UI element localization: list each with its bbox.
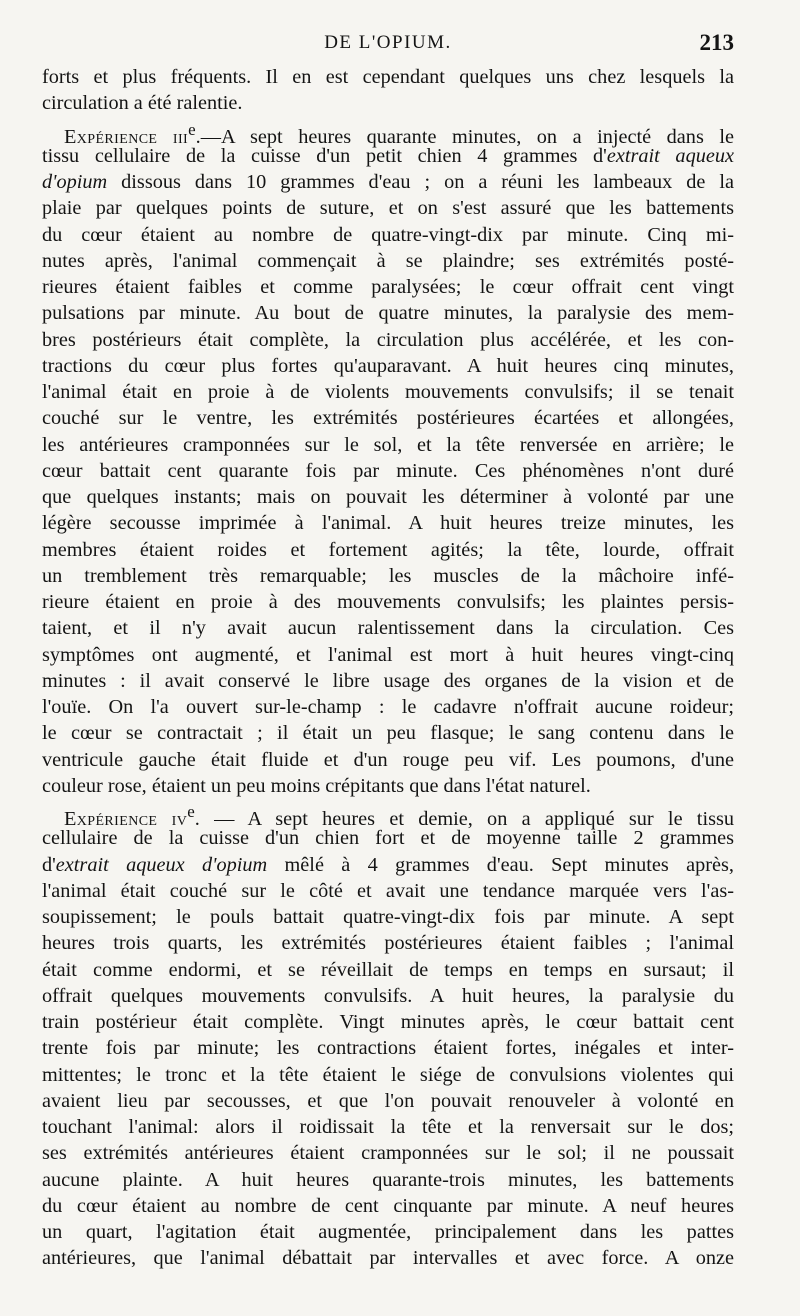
mixed-text-line — [42, 852, 734, 878]
experiment-number-dot: . — [195, 125, 201, 148]
experiment-number-suffix: e — [188, 119, 196, 139]
text-line: minutes : il avait conservé le libre usage des organes de la vision et de — [42, 669, 734, 692]
mixed-text-line — [42, 169, 734, 195]
page-number: 213 — [699, 30, 734, 55]
italic-term: extrait aqueux d'opium — [55, 853, 268, 876]
text-line: taient, et il n'y avait aucun ralentissement dans la circulation. Ces — [42, 617, 734, 640]
text-line: ventricule gauche était fluide et d'un rouge peu vif. Les poumons, d'une — [42, 748, 734, 771]
body-text — [42, 64, 734, 1272]
italic-term: extrait aqueux — [606, 144, 734, 167]
text-line: dissous dans 10 grammes d'eau ; on a réuni les lambeaux de la — [121, 171, 734, 193]
text-prefix: d' — [42, 853, 56, 876]
text-line: symptômes ont augmenté, et l'animal est mort à huit heures vingt-cinq — [42, 643, 734, 666]
experiment-number: iv — [171, 807, 188, 830]
text-line: cellulaire de la cuisse d'un chien fort et de moyenne taille 2 grammes — [42, 827, 734, 850]
text-line: l'animal était couché sur le côté et avait une tendance marquée vers l'as- — [42, 879, 734, 902]
text-line: le cœur se contractait ; il était un peu flasque; le sang contenu dans le — [42, 722, 734, 745]
text-line: ses extrémités antérieures étaient cramponnées sur le sol; il ne poussait — [42, 1142, 734, 1165]
running-head — [42, 30, 734, 62]
text-line: soupissement; le pouls battait quatre-vingt-dix fois par minute. A sept — [42, 906, 734, 928]
text-line: mêlé à 4 grammes d'eau. Sept minutes après, — [284, 853, 734, 876]
text-line: — A sept heures et demie, on a appliqué sur le tissu — [214, 807, 735, 830]
text-line: un tremblement très remarquable; les muscles de la mâchoire infé- — [42, 564, 734, 587]
text-line: que quelques instants; mais on pouvait les déterminer à volonté par une — [42, 486, 734, 508]
text-line: antérieures, que l'animal débattait par intervalles et avec force. A onze — [42, 1247, 734, 1270]
text-line: membres étaient roides et fortement agités; la tête, lourde, offrait — [42, 538, 734, 561]
text-line: aucune plainte. A huit heures quarante-trois minutes, les battements — [42, 1168, 734, 1191]
italic-term: d'opium — [42, 171, 108, 193]
text-line: mittentes; le tronc et la tête étaient le siége de convulsions violentes qui — [42, 1063, 734, 1086]
text-line: tissu cellulaire de la cuisse d'un petit chien 4 grammes d' — [42, 144, 607, 167]
text-line: couleur rose, étaient un peu moins crépitants que dans l'état naturel. — [42, 774, 591, 797]
text-line: l'ouïe. On l'a ouvert sur-le-champ : le cadavre n'offrait aucune roideur; — [42, 696, 734, 718]
experiment-number-suffix: e — [187, 802, 195, 821]
text-line: rieures étaient faibles et comme paralysées; le cœur offrait cent vingt — [42, 276, 734, 298]
experiment-heading-line — [42, 117, 734, 148]
experiment-label: Expérience — [64, 807, 158, 830]
text-line: les antérieures cramponnées sur le sol, et la tête renversée en arrière; le — [42, 433, 734, 456]
page-title: DE L'OPIUM. — [324, 32, 452, 53]
text-line: heures trois quarts, les extrémités postérieures étaient faibles ; l'animal — [42, 932, 734, 955]
text-line: train postérieur était complète. Vingt minutes après, le cœur battait cent — [42, 1011, 734, 1033]
mixed-text-line — [42, 143, 734, 169]
text-line: forts et plus fréquents. Il en est cependant quelques uns chez lesquels la — [42, 66, 734, 88]
text-line: l'animal était en proie à de violents mouvements convulsifs; il se tenait — [42, 381, 734, 403]
text-line: —A sept heures quarante minutes, on a injecté dans le — [200, 125, 734, 148]
experiment-number-dot: . — [194, 807, 200, 830]
experiment-heading-line — [42, 799, 735, 830]
text-line: nutes après, l'animal commençait à se plaindre; ses extrémités posté- — [42, 249, 734, 272]
text-line: plaie par quelques points de suture, et on s'est assuré que les battements — [42, 197, 734, 220]
text-line: offrait quelques mouvements convulsifs. A huit heures, la paralysie du — [42, 984, 734, 1007]
text-line: trente fois par minute; les contractions étaient fortes, inégales et inter- — [42, 1037, 734, 1060]
text-line: avaient lieu par secousses, et que l'on pouvait renouveler à volonté en — [42, 1089, 734, 1112]
text-line: légère secousse imprimée à l'animal. A huit heures treize minutes, les — [42, 512, 734, 535]
experiment-number: iii — [172, 125, 189, 148]
text-line: était comme endormi, et se réveillait de temps en temps en sursaut; il — [42, 958, 734, 981]
text-line: circulation a été ralentie. — [42, 92, 243, 115]
text-line: pulsations par minute. Au bout de quatre minutes, la paralysie des mem- — [42, 302, 734, 325]
text-line: cœur battait cent quarante fois par minute. Ces phénomènes n'ont duré — [42, 459, 734, 482]
text-line: touchant l'animal: alors il roidissait la tête et la renversait sur le dos; — [42, 1116, 734, 1138]
text-line: du cœur étaient au nombre de cent cinquante par minute. A neuf heures — [42, 1194, 734, 1217]
text-line: rieure étaient en proie à des mouvements convulsifs; les plaintes persis- — [42, 591, 734, 613]
text-line: du cœur étaient au nombre de quatre-vingt-dix par minute. Cinq mi- — [42, 223, 734, 246]
experiment-label: Expérience — [64, 125, 158, 148]
text-line: un quart, l'agitation était augmentée, principalement dans les pattes — [42, 1221, 734, 1243]
text-line: tractions du cœur plus fortes qu'auparavant. A huit heures cinq minutes, — [42, 354, 734, 377]
text-line: couché sur le ventre, les extrémités postérieures écartées et allongées, — [42, 407, 734, 430]
text-line: bres postérieurs était complète, la circulation plus accélérée, et les con- — [42, 328, 734, 351]
